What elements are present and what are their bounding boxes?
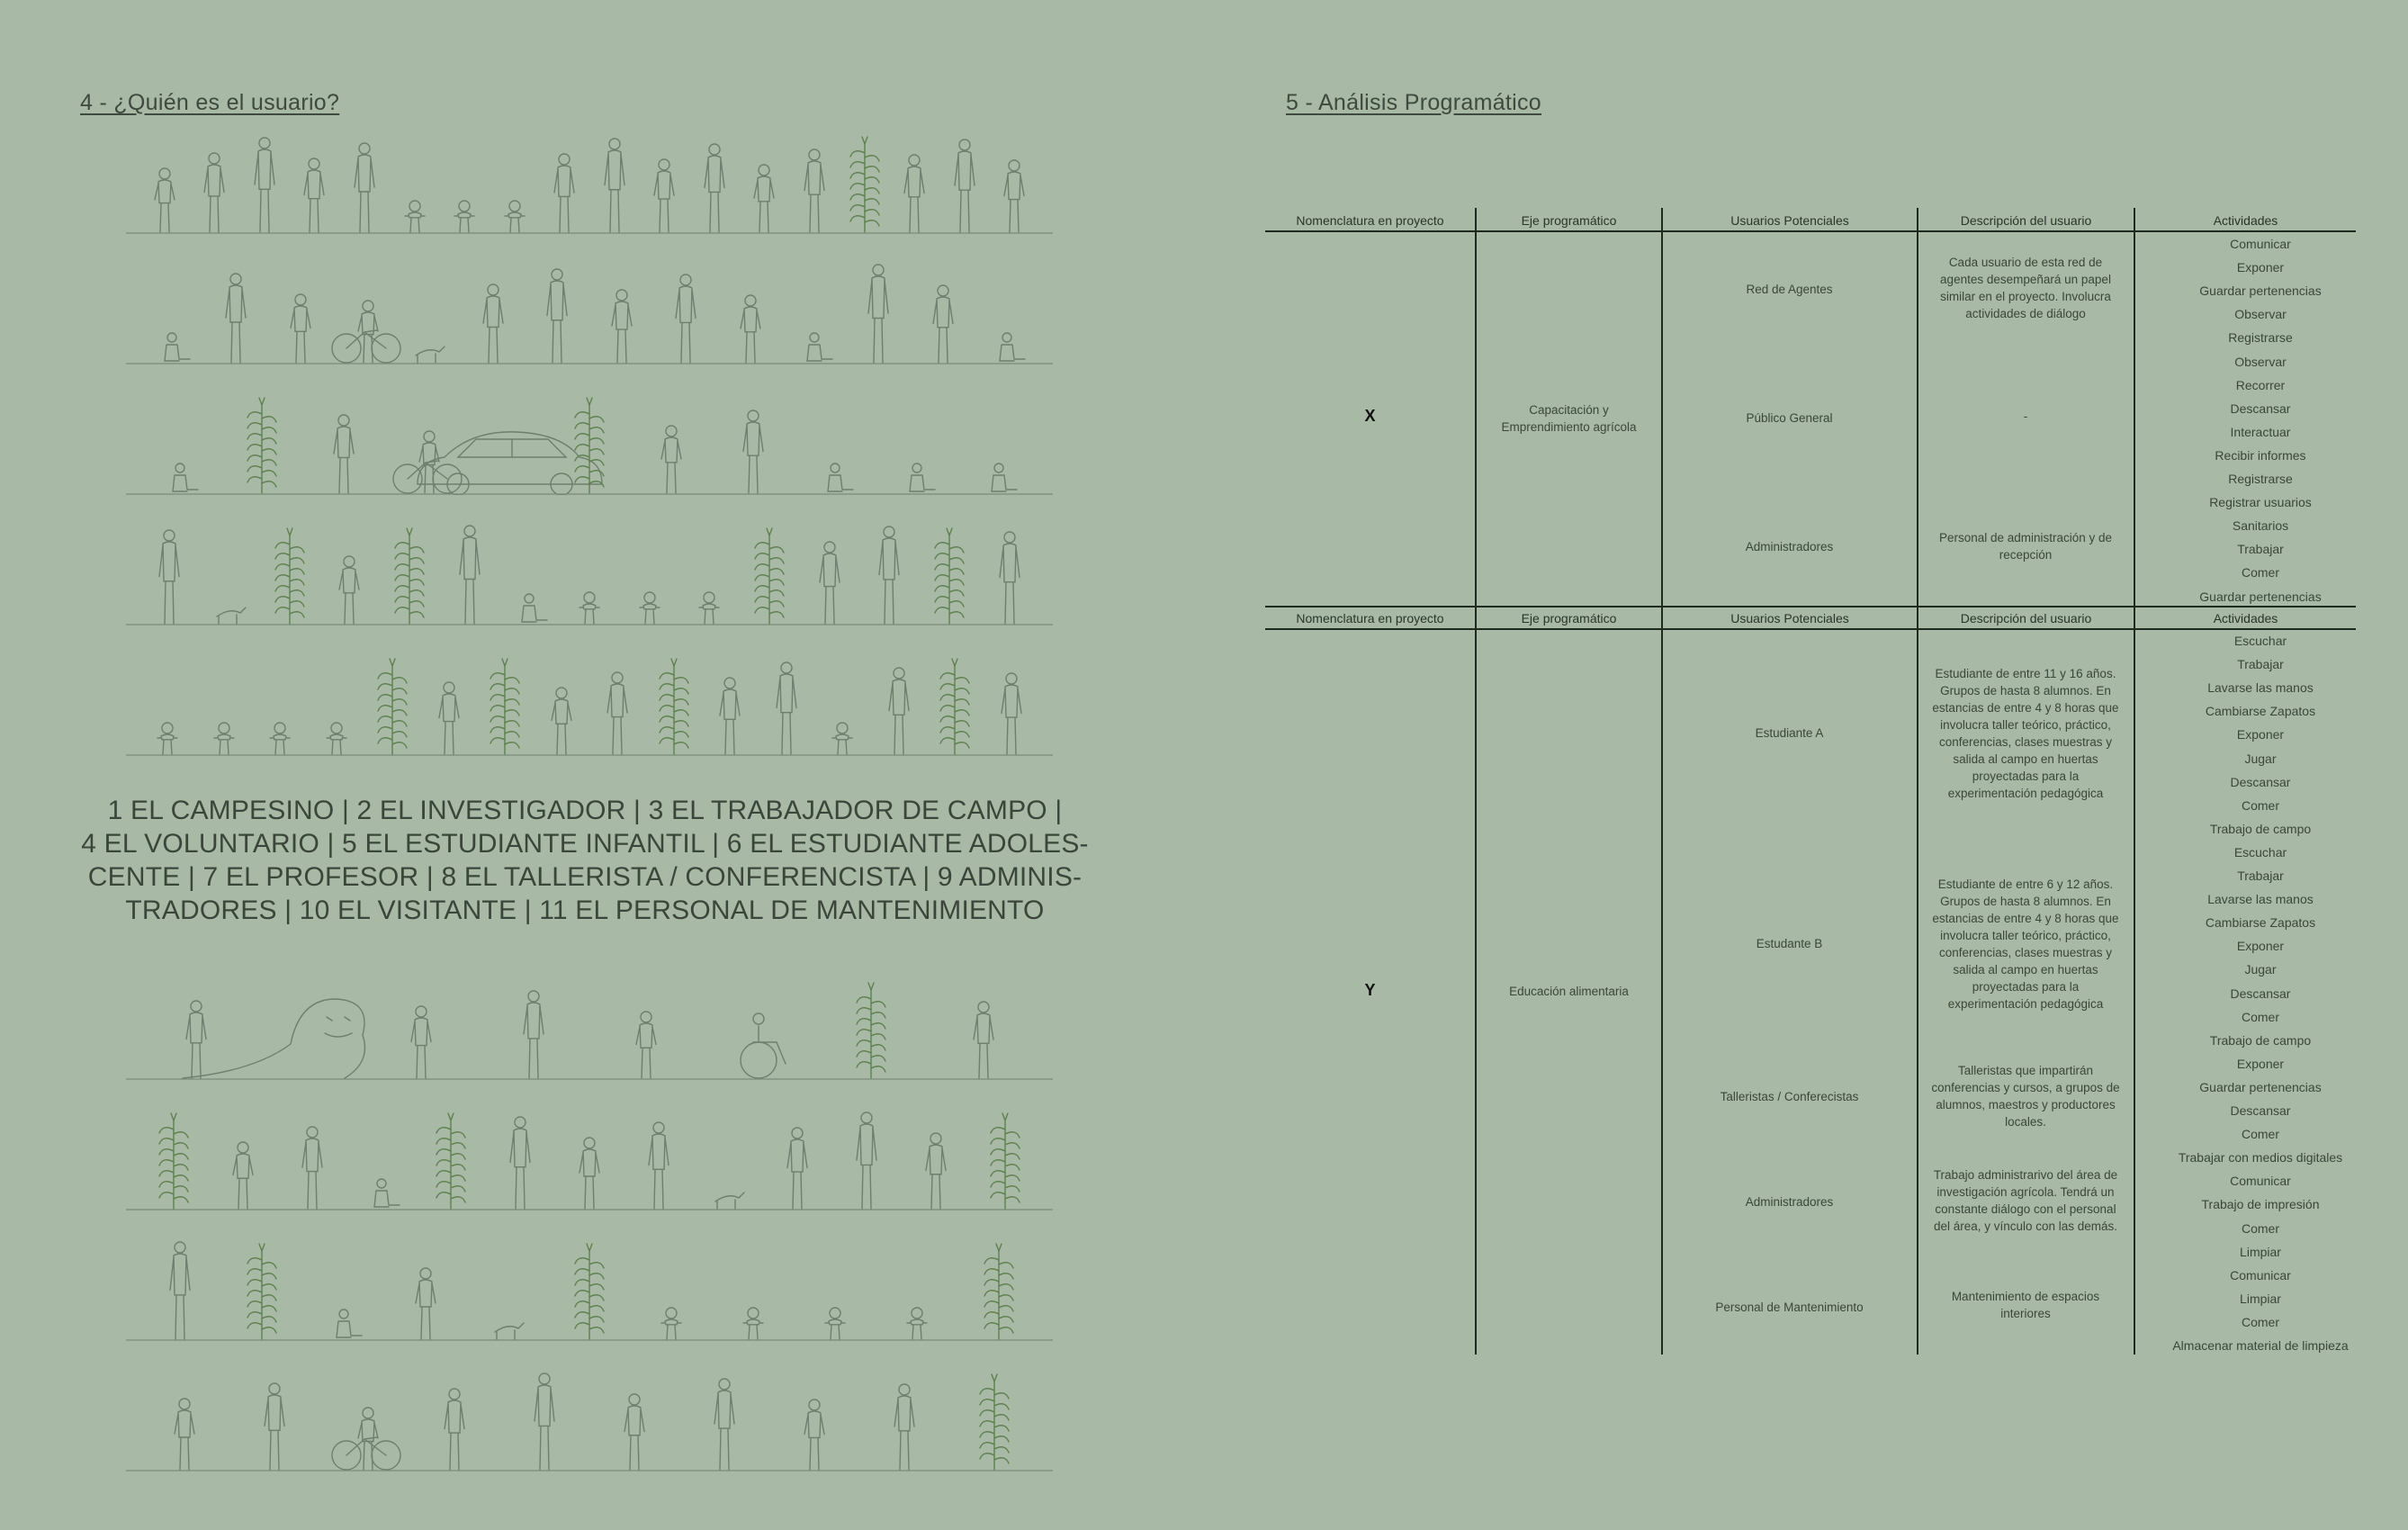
activity-item: Comer [2241,797,2279,813]
header-eje: Eje programático [1521,611,1617,626]
caption-line: 1 EL CAMPESINO | 2 EL INVESTIGADOR | 3 EL TRABAJADOR DE CAMPO | [107,796,1063,825]
activity-item: Guardar pertenencias [2199,1079,2322,1094]
activity-item: Jugar [2244,751,2277,766]
user-name: Red de Agentes [1746,283,1833,296]
user-name: Talleristas / Conferecistas [1720,1090,1859,1103]
activity-item: Comer [2241,565,2279,580]
activity-item: Guardar pertenencias [2199,589,2322,604]
program-axis-y: Educación alimentaria [1509,985,1629,998]
activity-item: Recibir informes [2215,447,2306,463]
figure-row [126,1094,1053,1210]
activity-item: Limpiar [2240,1291,2281,1306]
header-rule [1265,230,2356,232]
activity-item: Trabajo de campo [2209,1032,2312,1048]
user-description: Cada usuario de esta red de agentes desempeñará un papel similar en el proyecto. Involucra actividades de diálogo [1940,256,2111,320]
activity-item: Registrarse [2228,330,2293,346]
activity-item: Registrar usuarios [2209,495,2312,510]
activity-item: Comunicar [2230,237,2291,251]
activity-item: Descansar [2230,1103,2291,1118]
section-title-program: 5 - Análisis Programático [1286,90,1542,115]
activity-item: Trabajar [2237,868,2284,883]
activity-item: Exponer [2236,260,2285,275]
activity-item: Cambiarse Zapatos [2205,915,2316,931]
user-description: Personal de administración y de recepción [1938,531,2113,562]
column-divider [1661,208,1663,1354]
figure-row [126,963,1053,1080]
figure-row [126,1354,1053,1472]
header-descripcion: Descripción del usuario [1960,213,2092,228]
program-axis-x: Capacitación y Emprendimiento agrícola [1501,403,1637,434]
caption-line: 4 EL VOLUNTARIO | 5 EL ESTUDIANTE INFANTIL | 6 EL ESTUDIANTE ADOLES- [81,829,1089,859]
activity-item: Descansar [2230,774,2291,789]
header-usuarios: Usuarios Potenciales [1730,213,1849,228]
figure-row [126,639,1053,756]
activity-item: Lavarse las manos [2207,680,2314,696]
header-descripcion: Descripción del usuario [1960,611,2092,626]
header-rule [1265,628,2356,630]
activity-item: Comunicar [2230,1174,2291,1189]
block-divider [1265,606,2356,608]
user-figures-illustration [126,0,1053,1530]
header-nomenclatura: Nomenclatura en proyecto [1296,611,1444,626]
activity-item: Interactuar [2230,424,2291,439]
user-name: Estudiante A [1755,726,1824,740]
activity-item: Descansar [2230,400,2291,416]
caption-line: TRADORES | 10 EL VISITANTE | 11 EL PERSONAL DE MANTENIMIENTO [125,896,1045,925]
program-analysis-table [1265,205,2356,1357]
activity-item: Jugar [2244,962,2277,977]
caption-line: CENTE | 7 EL PROFESOR | 8 EL TALLERISTA / CONFERENCISTA | 9 ADMINIS- [87,862,1083,892]
activity-item: Comunicar [2230,1267,2291,1282]
column-divider [1475,208,1477,1354]
header-usuarios: Usuarios Potenciales [1730,611,1849,626]
nomenclature-code-y: Y [1364,981,1376,999]
activity-item: Comer [2241,1220,2279,1236]
user-name: Estudante B [1756,937,1823,950]
user-name: Público General [1746,411,1833,425]
user-description: - [2023,410,2028,423]
column-divider [1917,208,1918,1354]
activity-item: Observar [2234,354,2287,369]
activity-item: Guardar pertenencias [2199,284,2322,299]
user-name: Administradores [1745,540,1834,554]
activity-item: Recorrer [2235,377,2286,392]
activity-item: Trabajo de campo [2209,821,2312,836]
header-nomenclatura: Nomenclatura en proyecto [1296,213,1444,228]
header-actividades: Actividades [2213,611,2278,626]
activity-item: Escuchar [2233,634,2287,648]
figure-row [126,378,1053,495]
user-description: Talleristas que impartirán conferencias y cursos, a grupos de alumnos, maestros y productores locales. [1931,1064,2120,1129]
activity-item: Trabajo de impresión [2201,1197,2320,1212]
activity-item: Sanitarios [2232,518,2289,534]
header-eje: Eje programático [1521,213,1617,228]
activity-item: Comer [2241,1127,2279,1142]
activity-item: Comer [2241,1314,2279,1329]
figure-row [126,508,1053,626]
nomenclature-code-x: X [1364,407,1376,425]
activity-item: Exponer [2236,1056,2285,1071]
activity-item: Registrarse [2228,472,2293,486]
user-name: Administradores [1745,1195,1834,1209]
activity-item: Trabajar [2237,657,2284,672]
column-divider [2134,208,2135,1354]
user-description: Trabajo administrarivo del área de investigación agrícola. Tendrá un constante diálogo con el personal del área, y vínculo con las demás. [1933,1168,2118,1233]
user-description: Estudiante de entre 6 y 12 años. Grupos de hasta 8 alumnos. En estancias de entre 4 y 8 horas que involucra taller teórico, práctico, conferencias, clases muestras y salida al campo en huertas proyectadas para la experimentación pedagógica [1932,878,2119,1011]
activity-item: Cambiarse Zapatos [2205,704,2316,719]
activity-item: Exponer [2236,939,2285,954]
figure-row [126,248,1053,364]
user-name: Personal de Mantenimiento [1715,1300,1864,1314]
header-actividades: Actividades [2213,213,2278,228]
activity-item: Trabajar con medios digitales [2178,1150,2343,1166]
activity-item: Almacenar material de limpieza [2172,1338,2349,1353]
activity-item: Trabajar [2237,542,2284,557]
activity-item: Comer [2241,1009,2279,1024]
figure-row [126,1224,1053,1341]
user-description: Estudiante de entre 11 y 16 años. Grupos de hasta 8 alumnos. En estancias de entre 4 y 8 horas que involucra taller teórico, práctico, conferencias, clases muestras y salida al campo en huertas proyectadas para la experimentación pedagógica [1932,667,2119,800]
activity-item: Exponer [2236,727,2285,742]
section-title-users: 4 - ¿Quién es el usuario? [80,90,340,115]
figure-row [126,117,1053,234]
activity-item: Observar [2234,307,2287,322]
activity-item: Limpiar [2240,1244,2281,1259]
activity-item: Escuchar [2233,844,2287,860]
user-description: Mantenimiento de espacios interiores [1951,1290,2100,1320]
users-caption [72,794,1098,927]
activity-item: Descansar [2230,986,2291,1001]
activity-item: Lavarse las manos [2207,892,2314,907]
